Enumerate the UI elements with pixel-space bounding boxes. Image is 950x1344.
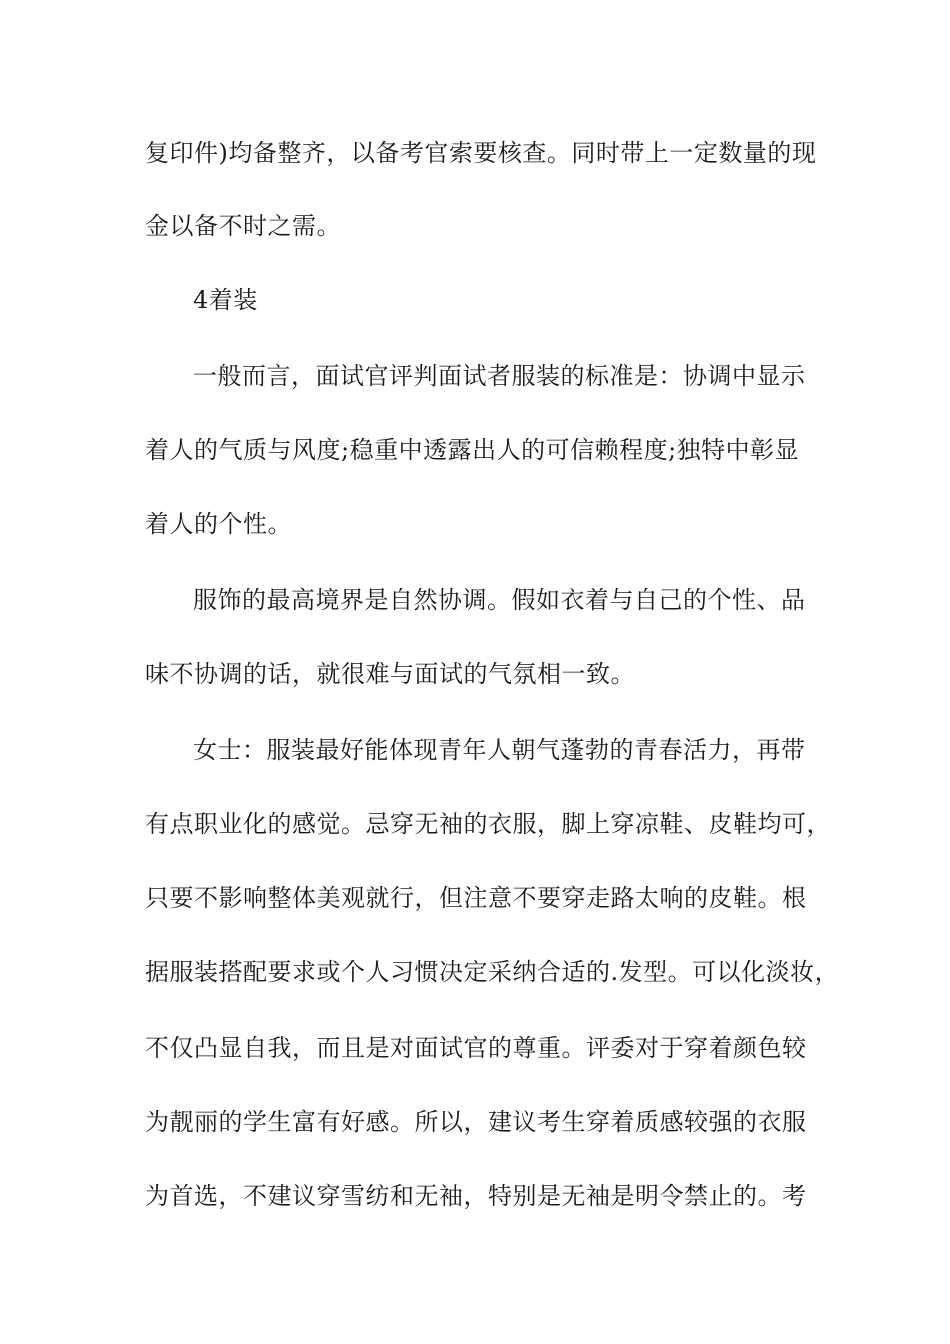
text-line: 只要不影响整体美观就行，但注意不要穿走路太响的皮鞋。根 bbox=[145, 884, 807, 912]
text-line: 复印件)均备整齐，以备考官索要核查。同时带上一定数量的现 bbox=[145, 139, 817, 167]
text-line: 据服装搭配要求或个人习惯决定采纳合适的.发型。可以化淡妆， bbox=[145, 958, 840, 986]
text-line: 女士：服装最好能体现青年人朝气蓬勃的青春活力，再带 bbox=[193, 736, 806, 764]
text-line: 不仅凸显自我，而且是对面试官的尊重。评委对于穿着颜色较 bbox=[145, 1034, 807, 1062]
text-line: 着人的气质与风度;稳重中透露出人的可信赖程度;独特中彰显 bbox=[145, 436, 800, 464]
text-line: 味不协调的话，就很难与面试的气氛相一致。 bbox=[145, 660, 635, 688]
text-line: 着人的个性。 bbox=[145, 510, 292, 538]
text-line: 为首选，不建议穿雪纺和无袖，特别是无袖是明令禁止的。考 bbox=[145, 1182, 807, 1210]
section-heading: 4着装 bbox=[193, 286, 258, 314]
text-line: 一般而言，面试官评判面试者服装的标准是：协调中显示 bbox=[193, 362, 806, 390]
text-line: 服饰的最高境界是自然协调。假如衣着与自己的个性、品 bbox=[193, 586, 806, 614]
text-line: 金以备不时之需。 bbox=[145, 212, 341, 240]
text-line: 为靓丽的学生富有好感。所以，建议考生穿着质感较强的衣服 bbox=[145, 1108, 807, 1136]
text-line: 有点职业化的感觉。忌穿无袖的衣服，脚上穿凉鞋、皮鞋均可， bbox=[145, 810, 831, 838]
